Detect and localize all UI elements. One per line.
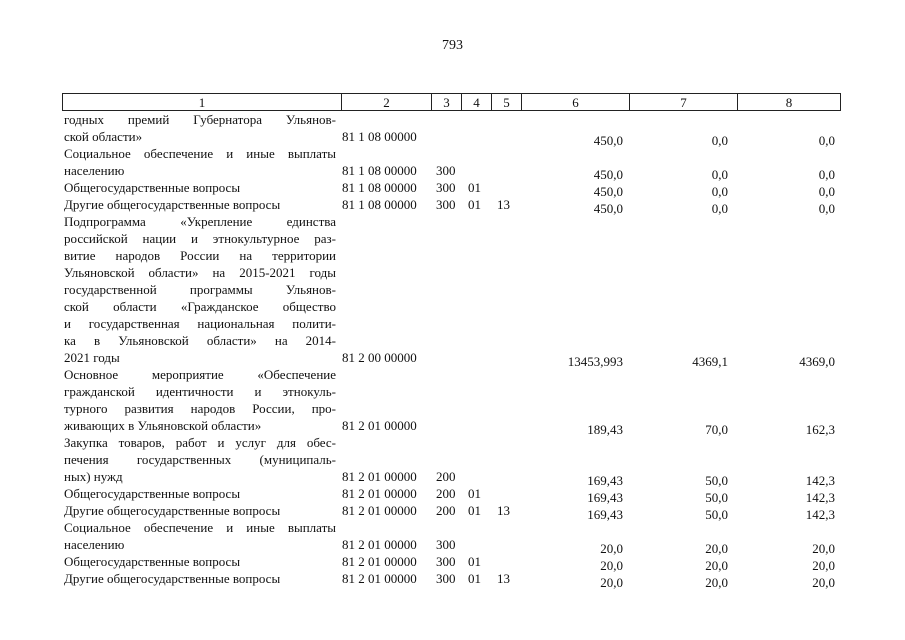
row-expense-type: 300 [436,554,456,569]
row-name-line: государственной программы Ульянов- [64,282,336,297]
row-name-line: Социальное обеспечение и иные выплаты [64,146,336,161]
row-value-col7: 0,0 [711,184,728,199]
row-section: 01 [468,486,481,501]
row-value-col6: 13453,993 [567,354,623,369]
table-row [0,196,905,216]
header-col-4: 4 [462,94,492,110]
row-name [64,145,336,179]
row-name-line: Другие общегосударственные вопросы [64,197,281,212]
row-value-col6: 450,0 [593,133,623,148]
table-row [0,570,905,590]
row-value-col8: 142,3 [805,473,835,488]
row-name-line: Социальное обеспечение и иные выплаты [64,520,336,535]
row-value-col7: 20,0 [705,541,728,556]
row-section: 01 [468,554,481,569]
header-col-8: 8 [785,95,793,110]
header-col-7: 7 [630,94,738,110]
row-name-line: ской области «Гражданское общество [64,299,336,314]
row-csr-code: 81 2 01 00000 [342,537,417,552]
row-name-line: печения государственных (муниципаль- [64,452,336,467]
row-csr-code: 81 2 01 00000 [342,554,417,569]
row-name [64,519,336,553]
row-value-col7: 20,0 [705,575,728,590]
row-name-line: Общегосударственные вопросы [64,554,241,569]
table-row [0,179,905,199]
row-name-line: гражданской идентичности и этнокуль- [64,384,336,399]
row-expense-type: 200 [436,486,456,501]
row-name-line: российской нации и этнокультурное раз- [64,231,336,246]
row-name-line: ской области» [64,129,143,144]
row-name-line: Основное мероприятие «Обеспечение [64,367,336,382]
row-section: 01 [468,180,481,195]
row-value-col6: 20,0 [600,558,623,573]
row-value-col8: 0,0 [818,184,835,199]
row-section: 01 [468,197,481,212]
row-value-col7: 70,0 [705,422,728,437]
row-expense-type: 300 [436,537,456,552]
row-subsection: 13 [497,197,510,212]
row-value-col8: 4369,0 [799,354,835,369]
row-value-col8: 20,0 [812,575,835,590]
table-row [0,213,905,369]
row-csr-code: 81 1 08 00000 [342,197,417,212]
table-header [62,93,841,111]
row-value-col8: 20,0 [812,541,835,556]
table-row [0,145,905,182]
row-name-line: турного развития народов России, про- [64,401,336,416]
row-name-line: Ульяновской области» на 2015-2021 годы [64,265,336,280]
row-expense-type: 300 [436,571,456,586]
row-name-line: Общегосударственные вопросы [64,486,241,501]
row-name-line: Другие общегосударственные вопросы [64,503,281,518]
row-value-col7: 50,0 [705,490,728,505]
row-name [64,179,336,196]
row-name [64,111,336,145]
row-value-col6: 169,43 [587,473,623,488]
table-row [0,485,905,505]
row-name-line: Закупка товаров, работ и услуг для обес- [64,435,336,450]
row-value-col6: 189,43 [587,422,623,437]
row-csr-code: 81 2 01 00000 [342,486,417,501]
row-value-col8: 0,0 [818,167,835,182]
row-expense-type: 300 [436,180,456,195]
row-value-col6: 20,0 [600,575,623,590]
row-subsection: 13 [497,503,510,518]
row-expense-type: 300 [436,163,456,178]
row-name-line: годных премий Губернатора Ульянов- [64,112,336,127]
row-csr-code: 81 2 00 00000 [342,350,417,365]
row-section: 01 [468,571,481,586]
row-value-col7: 0,0 [711,133,728,148]
row-value-col6: 169,43 [587,507,623,522]
row-value-col6: 169,43 [587,490,623,505]
row-expense-type: 200 [436,469,456,484]
row-name [64,196,336,213]
row-name-line: Другие общегосударственные вопросы [64,571,281,586]
row-value-col6: 20,0 [600,541,623,556]
row-value-col8: 142,3 [805,490,835,505]
row-value-col7: 0,0 [711,167,728,182]
row-value-col8: 20,0 [812,558,835,573]
row-name [64,553,336,570]
row-subsection: 13 [497,571,510,586]
table-row [0,502,905,522]
row-value-col7: 0,0 [711,201,728,216]
row-value-col7: 50,0 [705,507,728,522]
row-name [64,434,336,485]
page-number: 793 [442,38,463,53]
row-name-line: и государственная национальная полити- [64,316,336,331]
row-csr-code: 81 2 01 00000 [342,503,417,518]
row-expense-type: 300 [436,197,456,212]
row-value-col8: 0,0 [818,201,835,216]
row-name-line: населению [64,537,125,552]
row-csr-code: 81 1 08 00000 [342,163,417,178]
row-csr-code: 81 1 08 00000 [342,180,417,195]
row-name [64,366,336,434]
header-col-2: 2 [342,94,432,110]
row-expense-type: 200 [436,503,456,518]
row-value-col7: 20,0 [705,558,728,573]
row-value-col8: 0,0 [818,133,835,148]
row-csr-code: 81 2 01 00000 [342,469,417,484]
row-csr-code: 81 2 01 00000 [342,571,417,586]
table-row [0,366,905,437]
row-name-line: Подпрограмма «Укрепление единства [64,214,336,229]
row-name [64,213,336,366]
row-name-line: 2021 годы [64,350,120,365]
row-value-col6: 450,0 [593,201,623,216]
row-value-col6: 450,0 [593,167,623,182]
table-row [0,434,905,488]
row-name [64,502,336,519]
header-col-6: 6 [522,94,630,110]
row-value-col6: 450,0 [593,184,623,199]
row-name-line: Общегосударственные вопросы [64,180,241,195]
row-name [64,485,336,502]
header-col-3: 3 [432,94,462,110]
row-value-col8: 162,3 [805,422,835,437]
row-name-line: ка в Ульяновской области» на 2014- [64,333,336,348]
row-section: 01 [468,503,481,518]
row-name [64,570,336,587]
row-csr-code: 81 2 01 00000 [342,418,417,433]
row-name-line: ных) нужд [64,469,123,484]
row-value-col8: 142,3 [805,507,835,522]
header-col-1: 1 [63,94,342,110]
table-body [0,111,905,590]
row-name-line: живающих в Ульяновской области» [64,418,262,433]
row-value-col7: 50,0 [705,473,728,488]
row-name-line: витие народов России на территории [64,248,336,263]
row-name-line: населению [64,163,125,178]
header-col-5: 5 [492,94,522,110]
row-value-col7: 4369,1 [692,354,728,369]
table-row [0,519,905,556]
table-row [0,111,905,148]
row-csr-code: 81 1 08 00000 [342,129,417,144]
table-row [0,553,905,573]
